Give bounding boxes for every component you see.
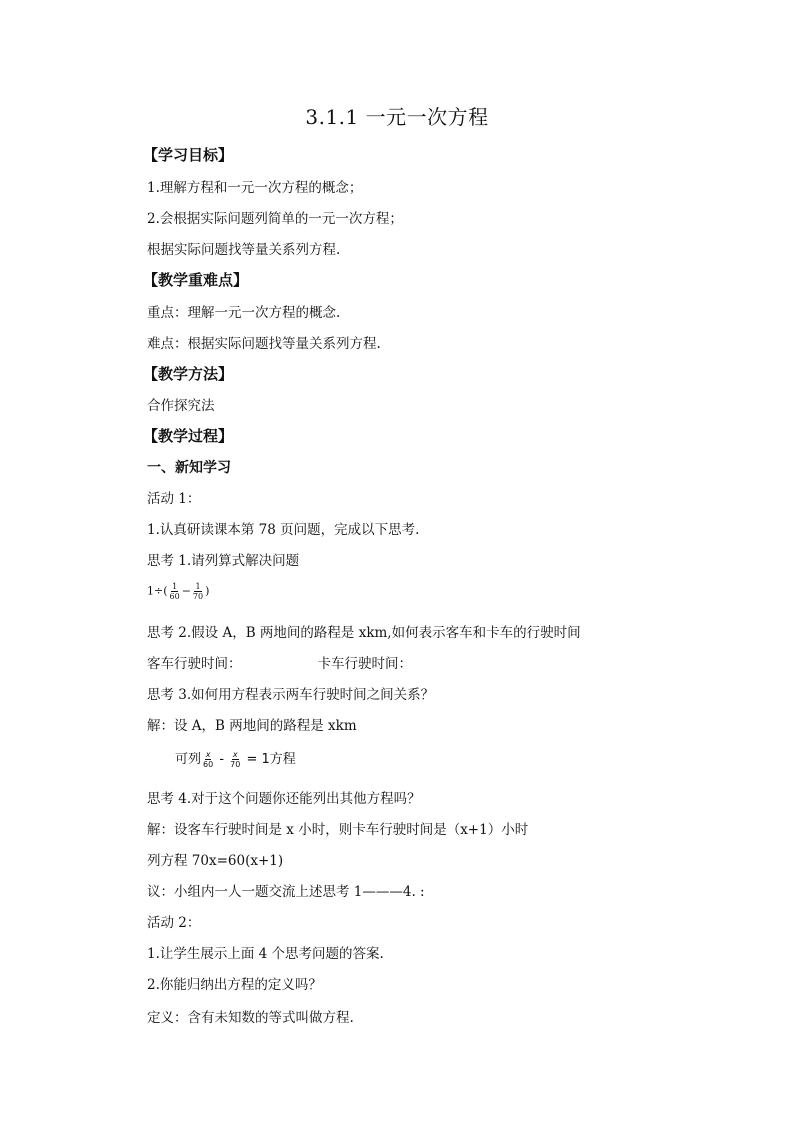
think2: 思考 2.假设 A，B 两地间的路程是 xkm,如何表示客车和卡车的行驶时间 [147,625,581,641]
equation-tail: = 1方程 [242,752,296,767]
equation-2: 列方程 70x=60(x+1) [147,853,284,869]
key-point: 重点：理解一元一次方程的概念. [147,305,341,321]
fraction-1-60: $\frac{1}{60}$ [169,582,180,601]
part1-heading: 一、新知学习 [147,460,231,476]
formula-close: ) [205,584,210,598]
activity2-label: 活动 2： [147,915,201,931]
activity2-step2: 2.你能归纳出方程的定义吗？ [147,977,322,993]
objective-1: 1.理解方程和一元一次方程的概念； [147,180,363,196]
equation-lead: 可列 [175,752,202,767]
objective-2: 2.会根据实际问题列简单的一元一次方程； [147,211,403,227]
bus-time-label: 客车行驶时间： [147,656,242,672]
definition: 定义：含有未知数的等式叫做方程. [147,1010,354,1026]
fraction-x-60: $\frac{x}{60}$ [203,750,214,769]
activity1-label: 活动 1： [147,491,201,507]
solution1: 解：设 A，B 两地间的路程是 xkm [147,718,357,734]
equation-1 [175,750,296,769]
method-text: 合作探究法 [147,398,215,414]
objective-3: 根据实际问题找等量关系列方程. [147,242,341,258]
fraction-x-70: $\frac{x}{70}$ [230,750,241,769]
fraction-1-70: $\frac{1}{70}$ [192,582,204,601]
hard-point: 难点：根据实际问题找等量关系列方程. [147,336,381,352]
formula-minus: − [181,584,191,598]
formula-1 [147,582,209,601]
process-heading: 【教学过程】 [143,427,234,445]
truck-time-label: 卡车行驶时间： [317,656,412,672]
objectives-heading: 【学习目标】 [143,146,234,164]
discuss: 议：小组内一人一题交流上述思考 1———4. : [147,884,425,900]
activity2-step1: 1.让学生展示上面 4 个思考问题的答案. [147,946,384,962]
methods-heading: 【教学方法】 [143,365,234,383]
travel-times [147,655,412,673]
solution2: 解：设客车行驶时间是 x 小时，则卡车行驶时间是（x+1）小时 [147,822,529,838]
equation-minus: - [215,752,229,767]
think1: 思考 1.请列算式解决问题 [147,553,300,569]
think3: 思考 3.如何用方程表示两车行驶时间之间关系？ [147,687,435,703]
activity1-step1: 1.认真研读课本第 78 页问题，完成以下思考. [147,522,420,538]
difficulties-heading: 【教学重难点】 [143,271,249,289]
think4: 思考 4.对于这个问题你还能列出其他方程吗？ [147,791,421,807]
page-title: 3.1.1 一元一次方程 [305,105,489,129]
formula-lead: 1÷( [147,584,168,598]
